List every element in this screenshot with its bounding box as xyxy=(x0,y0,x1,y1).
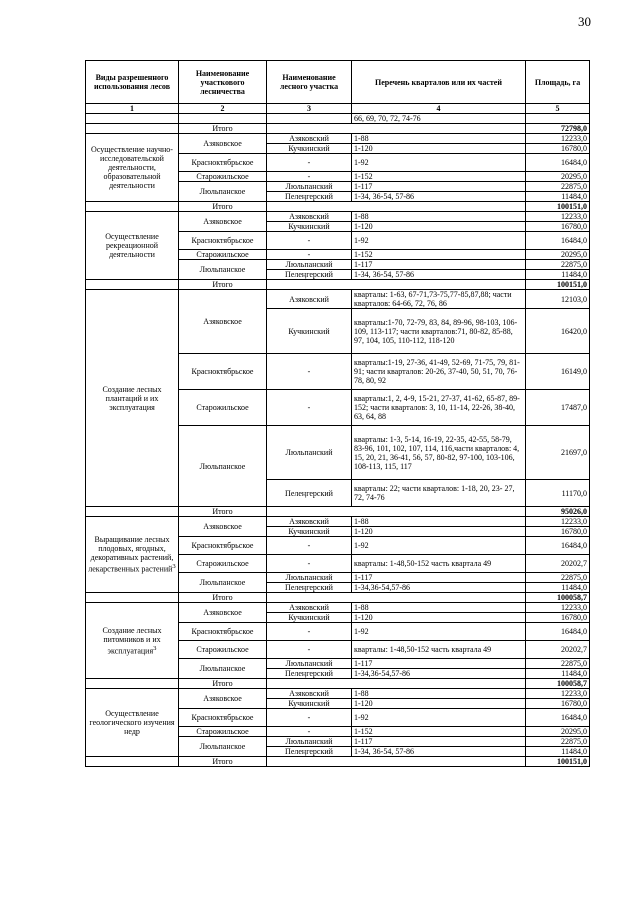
quarters-cell: 1-120 xyxy=(352,144,526,154)
total-label: Итого xyxy=(179,507,267,517)
area-cell: 16484,0 xyxy=(526,537,590,555)
empty-cell xyxy=(267,593,526,603)
total-row xyxy=(86,202,590,212)
area-cell: 16484,0 xyxy=(526,709,590,727)
plot-cell: Пелеңгерский xyxy=(267,192,352,202)
land-use-type-cell xyxy=(86,212,179,280)
quarters-cell: 1-34,36-54,57-86 xyxy=(352,583,526,593)
total-area: 72798,0 xyxy=(526,124,590,134)
total-area: 100151,0 xyxy=(526,202,590,212)
land-use-table xyxy=(85,60,590,767)
plot-cell: Кучкинский xyxy=(267,613,352,623)
forestry-cell: Красноктябрьское xyxy=(179,232,267,250)
empty-cell xyxy=(267,679,526,689)
forestry-cell: Азяковское xyxy=(179,290,267,354)
total-label: Итого xyxy=(179,202,267,212)
plot-cell: Пелеңгерский xyxy=(267,669,352,679)
footnote-marker: 3 xyxy=(172,563,176,571)
forestry-cell: Красноктябрьское xyxy=(179,354,267,390)
quarters-cell: 1-92 xyxy=(352,623,526,641)
quarters-cell: 1-120 xyxy=(352,222,526,232)
total-area: 100151,0 xyxy=(526,280,590,290)
plot-cell: - xyxy=(267,232,352,250)
area-cell: 16780,0 xyxy=(526,699,590,709)
plot-cell: Кучкинский xyxy=(267,144,352,154)
table-row xyxy=(86,290,590,309)
total-area: 100058,7 xyxy=(526,679,590,689)
forestry-cell: Красноктябрьское xyxy=(179,154,267,172)
area-cell: 20202,7 xyxy=(526,641,590,659)
header-row xyxy=(86,61,590,104)
column-number-row xyxy=(86,104,590,114)
total-row xyxy=(86,124,590,134)
land-use-type-cell xyxy=(86,603,179,679)
quarters-cell: кварталы: 1-48,50-152 часть квартала 49 xyxy=(352,641,526,659)
empty-cell xyxy=(267,280,526,290)
forestry-cell: Люльпанское xyxy=(179,182,267,202)
total-row xyxy=(86,757,590,767)
area-cell: 16780,0 xyxy=(526,144,590,154)
quarters-cell: 1-117 xyxy=(352,260,526,270)
plot-cell: - xyxy=(267,250,352,260)
plot-cell: Азяковский xyxy=(267,134,352,144)
area-cell: 16420,0 xyxy=(526,309,590,354)
quarters-cell: 1-92 xyxy=(352,154,526,172)
empty-cell xyxy=(86,757,179,767)
total-row xyxy=(86,280,590,290)
plot-cell: Пелеңгерский xyxy=(267,583,352,593)
empty-cell xyxy=(267,757,526,767)
plot-cell: Азяковский xyxy=(267,290,352,309)
forestry-cell: Люльпанское xyxy=(179,737,267,757)
area-cell: 22875,0 xyxy=(526,182,590,192)
forestry-cell: Азяковское xyxy=(179,603,267,623)
header-cell: Перечень кварталов или их частей xyxy=(352,61,526,104)
land-use-type-label: Осуществление рекреационной деятельности xyxy=(105,232,159,259)
forestry-cell: Старожильское xyxy=(179,172,267,182)
area-cell: 16484,0 xyxy=(526,154,590,172)
land-use-type-cell xyxy=(86,134,179,202)
empty-cell xyxy=(86,202,179,212)
empty-cell xyxy=(86,114,179,124)
empty-cell xyxy=(267,114,352,124)
quarters-cell: кварталы: 22; части кварталов: 1-18, 20, 23- 27, 72, 74-76 xyxy=(352,480,526,507)
land-use-type-label: Осуществление научно-исследовательской деятельности, образовательной деятельности xyxy=(91,145,173,190)
plot-cell: - xyxy=(267,709,352,727)
quarters-cell: 1-120 xyxy=(352,613,526,623)
plot-cell: - xyxy=(267,555,352,573)
plot-cell: Люльпанский xyxy=(267,659,352,669)
forestry-cell: Азяковское xyxy=(179,212,267,232)
page-number: 30 xyxy=(578,14,591,29)
total-row xyxy=(86,507,590,517)
quarters-cell: кварталы: 1-63, 67-71,73-75,77-85,87,88; части кварталов: 64-66, 72, 76, 86 xyxy=(352,290,526,309)
land-use-type-label: Выращивание лесных плодовых, ягодных, декоративных растений, лекарственных растений xyxy=(88,535,174,574)
area-cell: 20202,7 xyxy=(526,555,590,573)
land-use-type-label: Осуществление геологического изучения недр xyxy=(89,709,175,736)
quarters-cell: 1-152 xyxy=(352,250,526,260)
area-cell: 16780,0 xyxy=(526,613,590,623)
header-cell: Наименование лесного участка xyxy=(267,61,352,104)
quarters-cell: 1-34, 36-54, 57-86 xyxy=(352,747,526,757)
area-cell: 11484,0 xyxy=(526,669,590,679)
forestry-cell: Азяковское xyxy=(179,517,267,537)
area-cell: 12233,0 xyxy=(526,603,590,613)
area-cell: 12233,0 xyxy=(526,212,590,222)
plot-cell: Люльпанский xyxy=(267,260,352,270)
land-use-type-label: Создание лесных плантаций и их эксплуатация xyxy=(102,384,162,412)
forestry-cell: Красноктябрьское xyxy=(179,709,267,727)
area-cell: 12233,0 xyxy=(526,517,590,527)
plot-cell: Кучкинский xyxy=(267,699,352,709)
column-number: 4 xyxy=(352,104,526,114)
land-use-type-cell xyxy=(86,290,179,507)
area-cell: 12233,0 xyxy=(526,689,590,699)
total-label: Итого xyxy=(179,593,267,603)
plot-cell: Кучкинский xyxy=(267,527,352,537)
header-cell: Наименование участкового лесничества xyxy=(179,61,267,104)
plot-cell: - xyxy=(267,537,352,555)
empty-cell xyxy=(86,593,179,603)
area-cell: 12233,0 xyxy=(526,134,590,144)
area-cell: 11484,0 xyxy=(526,583,590,593)
quarters-cell: 1-152 xyxy=(352,172,526,182)
empty-cell xyxy=(267,507,526,517)
plot-cell: Люльпанский xyxy=(267,426,352,480)
area-cell: 17487,0 xyxy=(526,390,590,426)
plot-cell: Кучкинский xyxy=(267,222,352,232)
land-use-type-label: Создание лесных питомников и их эксплуатация xyxy=(102,625,162,656)
quarters-cell: 1-117 xyxy=(352,659,526,669)
plot-cell: - xyxy=(267,154,352,172)
total-label: Итого xyxy=(179,124,267,134)
plot-cell: - xyxy=(267,390,352,426)
area-cell: 22875,0 xyxy=(526,659,590,669)
empty-cell xyxy=(526,114,590,124)
area-cell: 21697,0 xyxy=(526,426,590,480)
forestry-cell: Люльпанское xyxy=(179,260,267,280)
area-cell: 16484,0 xyxy=(526,623,590,641)
table-row xyxy=(86,134,590,144)
plot-cell: Люльпанский xyxy=(267,573,352,583)
area-cell: 16780,0 xyxy=(526,222,590,232)
area-cell: 11484,0 xyxy=(526,270,590,280)
plot-cell: Азяковский xyxy=(267,517,352,527)
area-cell: 11484,0 xyxy=(526,747,590,757)
quarters-cell: 1-88 xyxy=(352,134,526,144)
empty-cell xyxy=(86,280,179,290)
header-cell: Площадь, га xyxy=(526,61,590,104)
quarters-cell: 1-92 xyxy=(352,709,526,727)
table-row xyxy=(86,689,590,699)
quarters-cell: 1-88 xyxy=(352,212,526,222)
quarters-cell: 1-120 xyxy=(352,699,526,709)
total-row xyxy=(86,679,590,689)
quarters-cell: 1-34,36-54,57-86 xyxy=(352,669,526,679)
forestry-cell: Азяковское xyxy=(179,689,267,709)
quarters-cell: 1-117 xyxy=(352,573,526,583)
quarters-cell: 1-120 xyxy=(352,527,526,537)
area-cell: 22875,0 xyxy=(526,260,590,270)
plot-cell: Азяковский xyxy=(267,689,352,699)
land-use-type-cell xyxy=(86,689,179,757)
column-number: 2 xyxy=(179,104,267,114)
forestry-cell: Люльпанское xyxy=(179,426,267,507)
quarters-cell: кварталы: 1-48,50-152 часть квартала 49 xyxy=(352,555,526,573)
plot-cell: Люльпанский xyxy=(267,182,352,192)
table-row xyxy=(86,212,590,222)
empty-cell xyxy=(86,679,179,689)
empty-cell xyxy=(267,202,526,212)
table-body xyxy=(86,114,590,767)
forestry-cell: Старожильское xyxy=(179,727,267,737)
total-label: Итого xyxy=(179,679,267,689)
empty-cell xyxy=(86,507,179,517)
quarters-cell: 1-152 xyxy=(352,727,526,737)
plot-cell: - xyxy=(267,172,352,182)
area-cell: 20295,0 xyxy=(526,250,590,260)
forestry-cell: Красноктябрьское xyxy=(179,623,267,641)
total-label: Итого xyxy=(179,757,267,767)
column-number: 1 xyxy=(86,104,179,114)
plot-cell: - xyxy=(267,641,352,659)
empty-cell xyxy=(86,124,179,134)
plot-cell: Пелеңгерский xyxy=(267,480,352,507)
empty-cell xyxy=(267,124,526,134)
quarters-cell: 1-88 xyxy=(352,689,526,699)
quarters-cell: 1-88 xyxy=(352,517,526,527)
plot-cell: Люльпанский xyxy=(267,737,352,747)
plot-cell: Азяковский xyxy=(267,603,352,613)
total-label: Итого xyxy=(179,280,267,290)
area-cell: 11484,0 xyxy=(526,192,590,202)
forestry-cell: Старожильское xyxy=(179,641,267,659)
quarters-cell: кварталы:1-70, 72-79, 83, 84, 89-96, 98-103, 106-109, 113-117; части кварталов:71, 80-82, 85-88, 97, 104, 105, 110-112, 118-120 xyxy=(352,309,526,354)
table-row xyxy=(86,603,590,613)
total-row xyxy=(86,593,590,603)
area-cell: 16780,0 xyxy=(526,527,590,537)
quarters-cell: кварталы: 1-3, 5-14, 16-19, 22-35, 42-55, 58-79, 83-96, 101, 102, 107, 114, 116,части кварталов: 4, 15, 20, 21, 36-41, 56, 57, 80-82, 97-100, 103-106, 108-113, 115, 117 xyxy=(352,426,526,480)
total-area: 100151,0 xyxy=(526,757,590,767)
area-cell: 16484,0 xyxy=(526,232,590,250)
forestry-cell: Люльпанское xyxy=(179,659,267,679)
area-cell: 22875,0 xyxy=(526,737,590,747)
quarters-cell: 1-117 xyxy=(352,182,526,192)
forestry-cell: Азяковское xyxy=(179,134,267,154)
quarters-cell: 1-92 xyxy=(352,232,526,250)
column-number: 5 xyxy=(526,104,590,114)
plot-cell: - xyxy=(267,727,352,737)
plot-cell: - xyxy=(267,354,352,390)
area-cell: 12103,0 xyxy=(526,290,590,309)
table-row xyxy=(86,517,590,527)
total-area: 95026,0 xyxy=(526,507,590,517)
land-use-type-cell xyxy=(86,517,179,593)
area-cell: 20295,0 xyxy=(526,727,590,737)
forestry-cell: Люльпанское xyxy=(179,573,267,593)
plot-cell: - xyxy=(267,623,352,641)
area-cell: 16149,0 xyxy=(526,354,590,390)
quarters-cell: 1-34, 36-54, 57-86 xyxy=(352,192,526,202)
quarters-cell: 1-92 xyxy=(352,537,526,555)
area-cell: 22875,0 xyxy=(526,573,590,583)
area-cell: 20295,0 xyxy=(526,172,590,182)
column-number: 3 xyxy=(267,104,352,114)
footnote-marker: 3 xyxy=(153,644,157,652)
area-cell: 11170,0 xyxy=(526,480,590,507)
quarters-cell: 1-88 xyxy=(352,603,526,613)
plot-cell: Пелеңгерский xyxy=(267,747,352,757)
plot-cell: Азяковский xyxy=(267,212,352,222)
carry-row xyxy=(86,114,590,124)
forestry-cell: Старожильское xyxy=(179,555,267,573)
forestry-cell: Старожильское xyxy=(179,250,267,260)
quarters-cell: кварталы:1-19, 27-36, 41-49, 52-69, 71-75, 79, 81-91; части кварталов: 20-26, 37-40, 50, 51, 70, 76-78, 80, 92 xyxy=(352,354,526,390)
total-area: 100058,7 xyxy=(526,593,590,603)
plot-cell: Пелеңгерский xyxy=(267,270,352,280)
empty-cell xyxy=(179,114,267,124)
forestry-cell: Красноктябрьское xyxy=(179,537,267,555)
header-cell: Виды разрешенного использования лесов xyxy=(86,61,179,104)
quarters-cell: 66, 69, 70, 72, 74-76 xyxy=(352,114,526,124)
quarters-cell: 1-117 xyxy=(352,737,526,747)
plot-cell: Кучкинский xyxy=(267,309,352,354)
forestry-cell: Старожильское xyxy=(179,390,267,426)
quarters-cell: кварталы:1, 2, 4-9, 15-21, 27-37, 41-62, 65-87, 89-152; части кварталов: 3, 10, 11-14, 22-26, 38-40, 63, 64, 88 xyxy=(352,390,526,426)
quarters-cell: 1-34, 36-54, 57-86 xyxy=(352,270,526,280)
